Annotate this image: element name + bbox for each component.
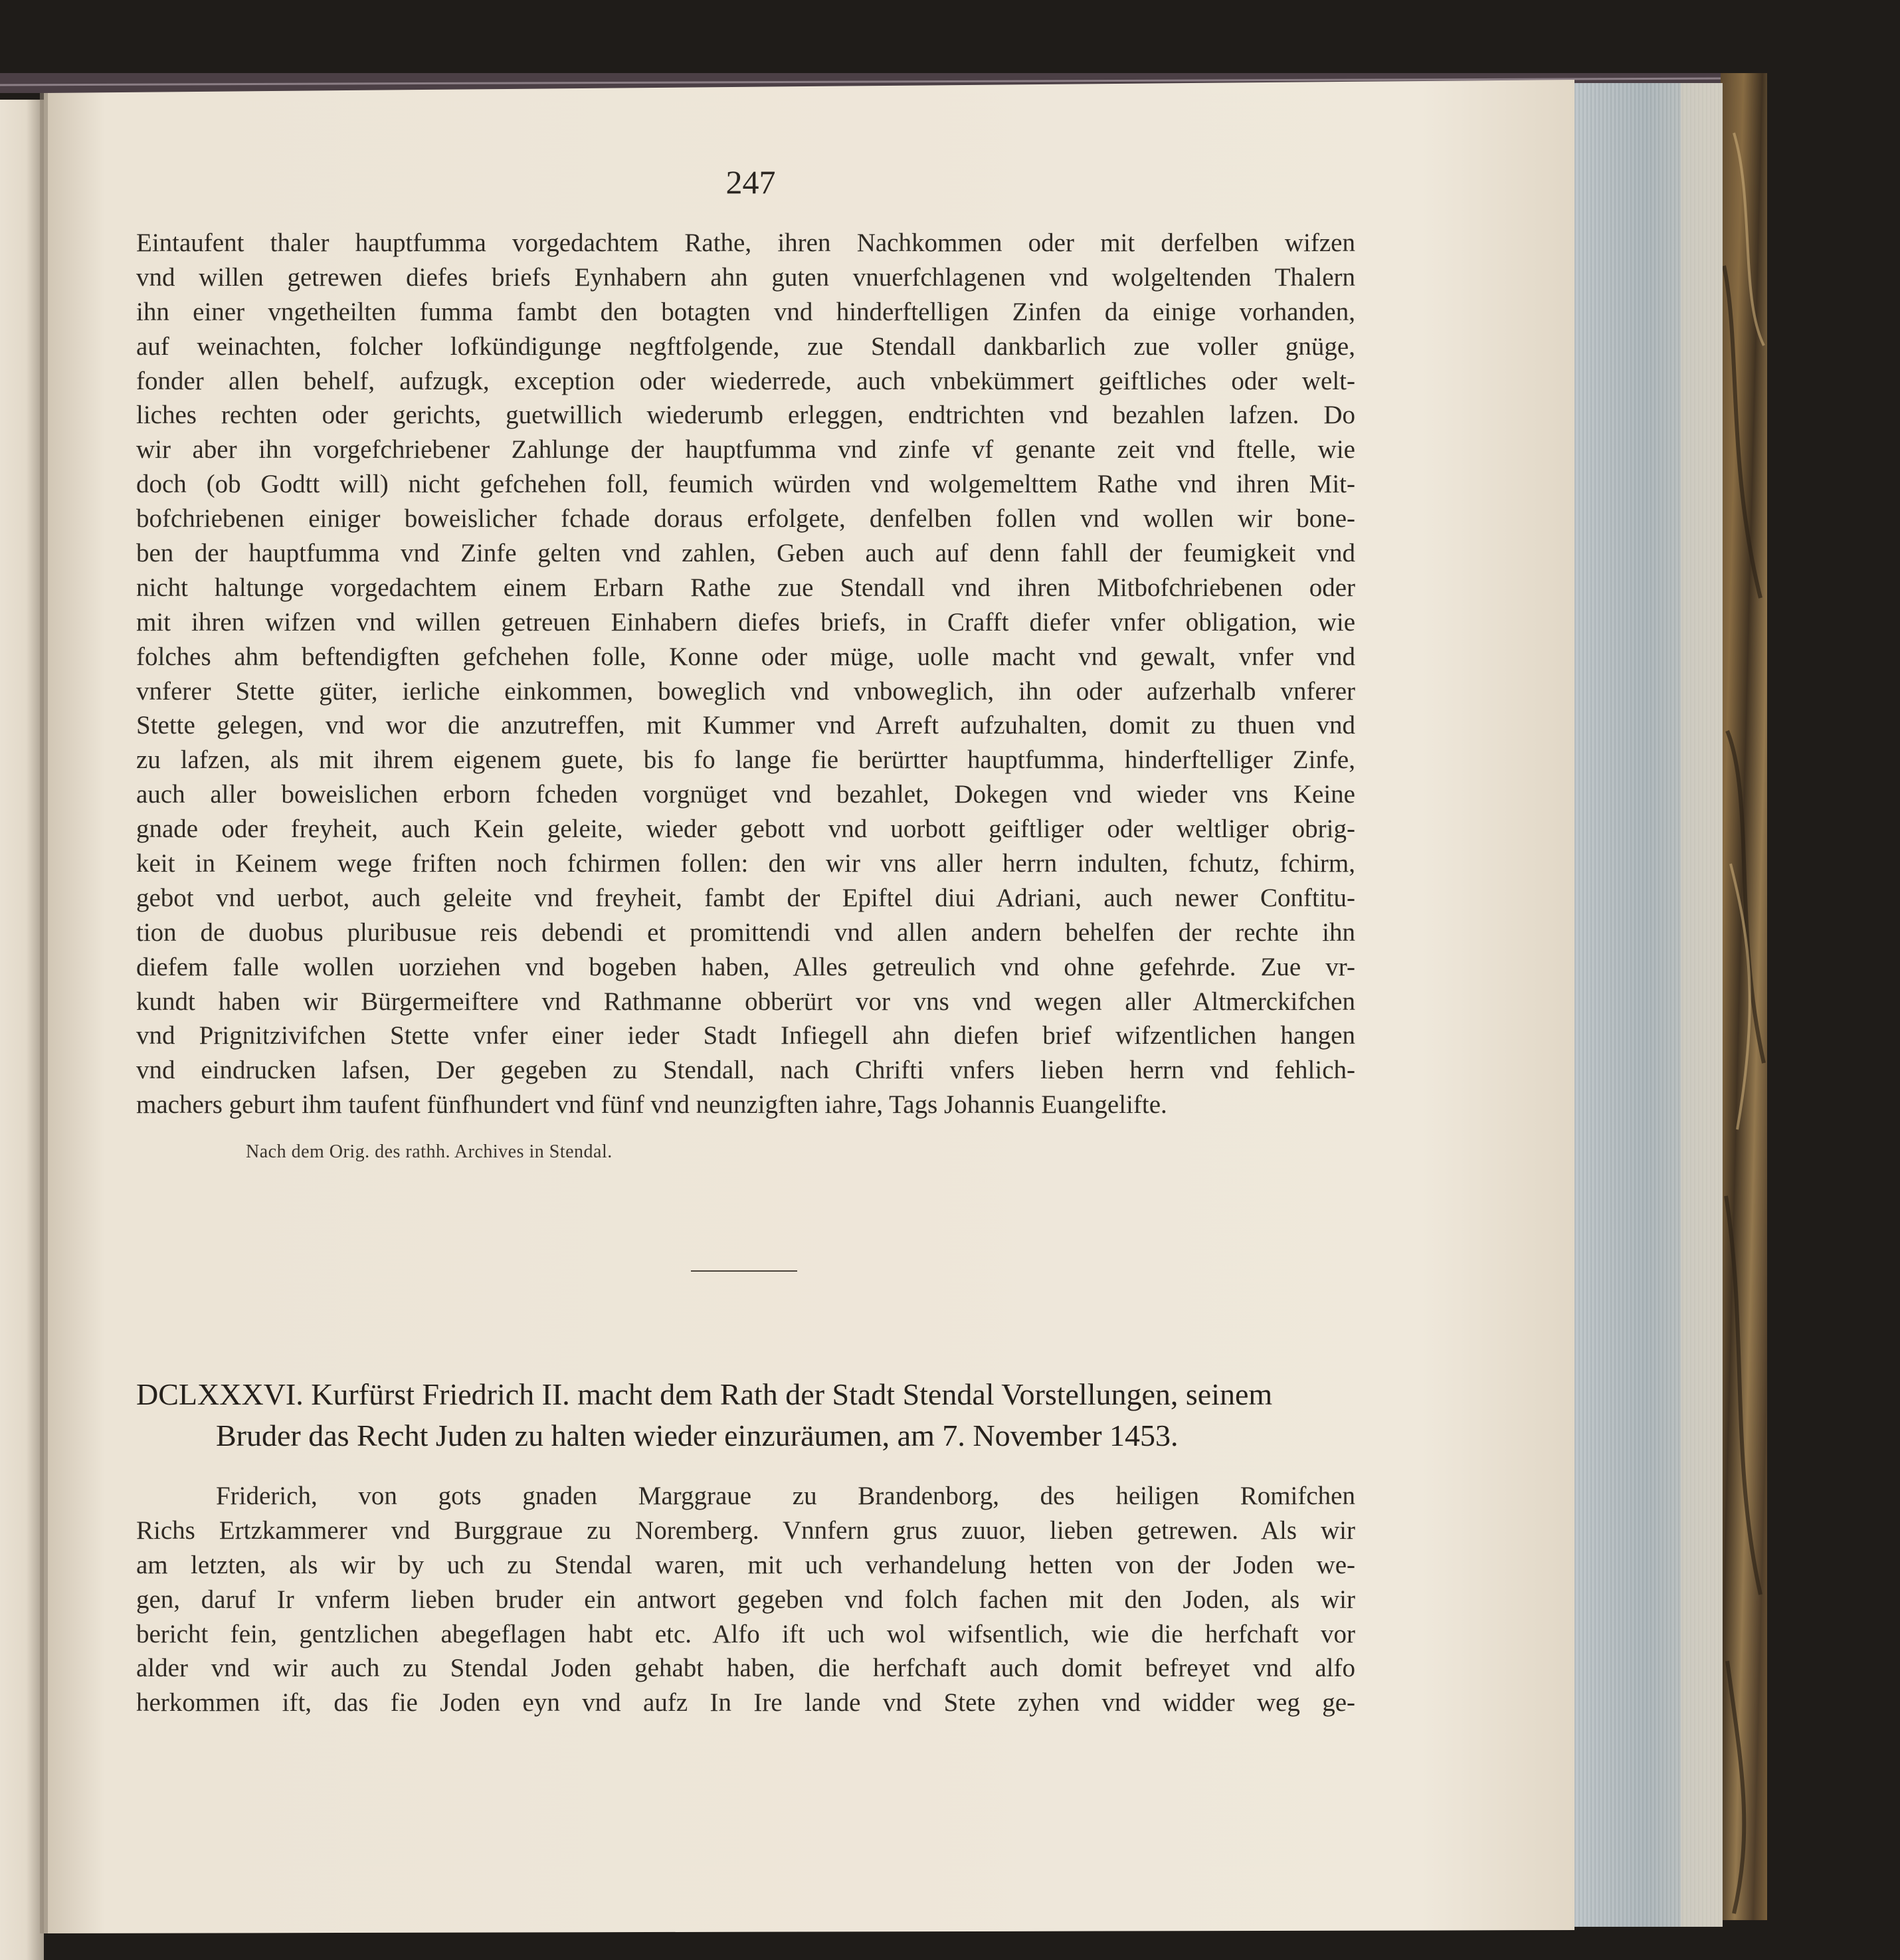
text-line: liches rechten oder gerichts, guetwillich wiederumb erleggen, endtrichten vnd bezahlen lafzen. Do xyxy=(136,401,1355,430)
text-line: tion de duobus pluribusue reis debendi et promittendi vnd allen andern behelfen der rechte ihn xyxy=(136,918,1355,947)
text-line: diefem falle wollen uorziehen vnd bogeben haben, Alles getreulich vnd ohne gefehrde. Zue vr- xyxy=(136,952,1355,981)
text-line: keit in Keinem wege friften noch fchirmen follen: den wir vns aller herrn indulten, fchutz, fchirm, xyxy=(136,849,1355,878)
text-line: Eintaufent thaler hauptfumma vorgedachtem Rathe, ihren Nachkommen oder mit derfelben wifzen xyxy=(136,229,1355,257)
source-note: Nach dem Orig. des rathh. Archives in Stendal. xyxy=(246,1141,613,1162)
text-line: alder vnd wir auch zu Stendal Joden gehabt haben, die herfchaft auch domit befreyet vnd alfo xyxy=(136,1654,1355,1683)
text-line: machers geburt ihm taufent fünfhundert vnd fünf vnd neunzigften iahre, Tags Johannis Euangelifte. xyxy=(136,1090,1167,1120)
text-line: gnade oder freyheit, auch Kein geleite, wieder gebott vnd uorbott geiftliger oder weltliger obrig- xyxy=(136,815,1355,844)
document-heading xyxy=(136,1374,1365,1456)
text-line: gen, daruf Ir vnferm lieben bruder ein antwort gegeben vnd folch fachen mit den Joden, als wir xyxy=(136,1585,1355,1614)
text-line: mit ihren wifzen vnd willen getreuen Einhabern diefes briefs, in Crafft diefer vnfer obligation, wie xyxy=(136,607,1355,637)
letter-one-body xyxy=(136,226,1355,1122)
section-divider xyxy=(691,1270,797,1272)
text-line: wir aber ihn vorgefchriebener Zahlunge der hauptfumma vnd zinfe vf genante zeit vnd ftelle, wie xyxy=(136,435,1355,464)
letter-two-body xyxy=(136,1479,1355,1720)
text-line: bericht fein, gentzlichen abegeflagen habt etc. Alfo ift uch wol wifsentlich, wie die herfchaft vor xyxy=(136,1619,1355,1648)
text-line: Richs Ertzkammerer vnd Burggraue zu Noremberg. Vnnfern grus zuuor, lieben getrewen. Als wir xyxy=(136,1516,1355,1545)
text-line: herkommen ift, das fie Joden eyn vnd aufz In Ire lande vnd Stete zyhen vnd widder weg ge- xyxy=(136,1688,1355,1717)
heading-line-2: Bruder das Recht Juden zu halten wieder einzuräumen, am 7. November 1453. xyxy=(216,1419,1179,1452)
text-line: vnd eindrucken lafsen, Der gegeben zu Stendall, nach Chrifti vnfers lieben herrn vnd fehlich- xyxy=(136,1056,1355,1085)
text-line: auf weinachten, folcher lofkündigunge negftfolgende, zue Stendall dankbarlich zue voller gnüge, xyxy=(136,332,1355,361)
text-line: am letzten, als wir by uch zu Stendal waren, mit uch verhandelung hetten von der Joden we- xyxy=(136,1550,1355,1579)
text-line: vnd Prignitzivifchen Stette vnfer einer ieder Stadt Infiegell ahn diefen brief wifzentlichen hangen xyxy=(136,1021,1355,1050)
text-line: ben der hauptfumma vnd Zinfe gelten vnd zahlen, Geben auch auf denn fahll der feumigkeit vnd xyxy=(136,539,1355,568)
text-line: bofchriebenen einiger boweislicher fchade doraus erfolgete, denfelben follen vnd wollen wir bone- xyxy=(136,504,1355,534)
text-line: nicht haltunge vorgedachtem einem Erbarn Rathe zue Stendall vnd ihren Mitbofchriebenen oder xyxy=(136,573,1355,602)
text-line: zu lafzen, als mit ihrem eigenem guete, bis fo lange fie berürtter hauptfumma, hinderftelliger Zinfe, xyxy=(136,745,1355,775)
text-line: ihn einer vngetheilten fumma fambt den botagten vnd hinderftelligen Zinfen da einige vorhanden, xyxy=(136,297,1355,326)
text-line: gebot vnd uerbot, auch geleite vnd freyheit, fambt der Epiftel diui Adriani, auch newer Conftitu- xyxy=(136,883,1355,912)
page-number: 247 xyxy=(725,163,776,201)
text-line: vnd willen getrewen diefes briefs Eynhabern ahn guten vnuerfchlagenen vnd wolgeltenden Thalern xyxy=(136,262,1355,292)
text-line: doch (ob Godtt will) nicht gefchehen foll, feumich würden vnd wolgemelttem Rathe vnd ihren Mit- xyxy=(136,470,1355,499)
text-line: vnferer Stette güter, ierliche einkommen, boweglich vnd vnboweglich, ihn oder aufzerhalb vnferer xyxy=(136,676,1355,706)
text-line: folches ahm beftendigften gefchehen folle, Konne oder müge, uolle macht vnd gewalt, vnfer vnd xyxy=(136,642,1355,671)
text-line: auch aller boweislichen erborn fcheden vorgnüget vnd bezahlet, Dokegen vnd wieder vns Keine xyxy=(136,780,1355,809)
text-line: kundt haben wir Bürgermeiftere vnd Rathmanne obberürt vor vns vnd wegen aller Altmerckifchen xyxy=(136,987,1355,1016)
heading-line-1: DCLXXXVI. Kurfürst Friedrich II. macht dem Rath der Stadt Stendal Vorstellungen, seinem xyxy=(136,1377,1273,1411)
text-line: fonder allen behelf, aufzugk, exception oder wiederrede, auch vnbekümmert geiftliches oder welt- xyxy=(136,366,1355,395)
text-line: Stette gelegen, vnd wor die anzutreffen, mit Kummer vnd Arreft aufzuhalten, domit zu thuen vnd xyxy=(136,711,1355,740)
text-line: Friderich, von gots gnaden Marggraue zu Brandenborg, des heiligen Romifchen xyxy=(216,1482,1355,1510)
